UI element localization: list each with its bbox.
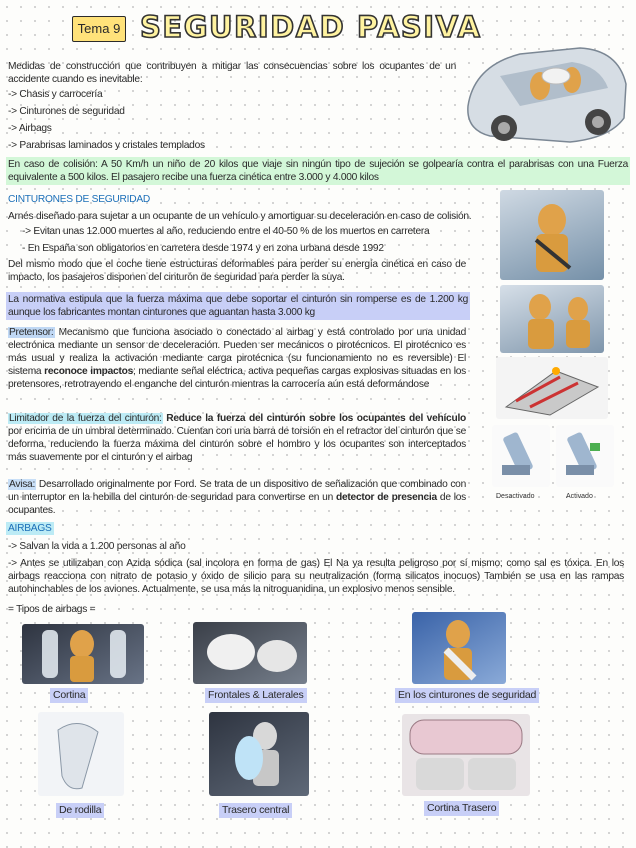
pretensioner-text: Mecanismo que funciona asociado o conectado al airbag y está controlado por una unidad electrónica mediante un sensor de deceleración. Pueden ser mecánicos o pirotécnicos. El pirotécnico es más usual y realiza la activación mediante carga pirotécnica (su funcionamiento no es reversible) El sistema bbox=[8, 327, 466, 377]
type-knee-label: De rodilla bbox=[56, 803, 104, 818]
rear-center-airbag-photo bbox=[209, 712, 309, 796]
pretensioner-diagram bbox=[496, 357, 608, 419]
front-side-airbag-photo bbox=[193, 622, 307, 684]
airbag-types-label: = Tipos de airbags = bbox=[8, 604, 96, 615]
avisa-text: Desarrollado originalmente por Ford. Se trata de un dispositivo de señalización que combinado con un interruptor en la hebilla del cinturón de seguridad para convertirse en un bbox=[8, 479, 466, 503]
airbags-bullet-chemistry: -> Antes se utilizaban con Azida sódica (sal incolora en forma de gas) El Na ya resulta peligroso por sí mismo; como sal es tóxica. En los airbags reacciona con nitrato de potasio y óxido de silicio para su neutralización (forma silicatos inocuos) También se usa en las rampas autohinchables de los aviones. Actualmente, se usa más la nitroguanidina, un explosivo menos sensible. bbox=[8, 558, 624, 595]
pretensioner-paragraph bbox=[8, 326, 466, 391]
belt-buckle-deactivated bbox=[492, 425, 550, 487]
avisa-label: Avisa: bbox=[9, 479, 36, 490]
belts-definition: Arnés diseñado para sujetar a un ocupante de un vehículo y amortiguar su deceleración en caso de colisión. bbox=[8, 211, 472, 222]
curtain-airbag-photo bbox=[22, 624, 144, 684]
type-rear-curtain-label: Cortina Trasero bbox=[424, 801, 499, 816]
belts-bullet-deaths: -> Evitan unas 12.000 muertes al año, reduciendo entre el 40-50 % de los muertos en carretera bbox=[22, 226, 430, 237]
seatbelt-airbag-photo bbox=[412, 612, 506, 684]
intro-text: Medidas de construcción que contribuyen a mitigar las consecuencias sobre los ocupantes de un accidente cuando es inevitable: bbox=[8, 61, 456, 85]
airbags-bullet-lives: -> Salvan la vida a 1.200 personas al año bbox=[8, 541, 186, 552]
type-front-side-label: Frontales & Laterales bbox=[205, 688, 307, 703]
limiter-text: por encima de un umbral determinado. Cuentan con una barra de torsión en el retractor del cinturón que se deforma, reduciendo la fuerza máxima del cinturón sobre el hombro y los ocupantes son interceptados más suavemente por el cinturón y el airbag bbox=[8, 426, 466, 463]
avisa-text-end: de los ocupantes. bbox=[8, 492, 467, 516]
belts-bullet-spain: - En España son obligatorios en carretera desde 1974 y en zona urbana desde 1992 bbox=[22, 243, 384, 254]
belts-heading: CINTURONES DE SEGURIDAD bbox=[8, 194, 150, 205]
airbags-heading: AIRBAGS bbox=[8, 523, 52, 534]
limiter-label: Limitador de la fuerza del cinturón: bbox=[9, 413, 162, 424]
limiter-bold: Reduce la fuerza del cinturón sobre los ocupantes del vehículo bbox=[162, 413, 466, 424]
deactivated-label: Desactivado bbox=[496, 493, 535, 500]
knee-airbag-photo bbox=[38, 712, 124, 796]
collision-note: En caso de colisión: A 50 Km/h un niño de 20 kilos que viaje sin ningún tipo de sujeción se golpearía contra el parabrisas con una Fuerza equivalente a 500 kilos. El pasajero recibe una fuerza cinética entre 3.000 y 4.000 kilos bbox=[8, 159, 628, 183]
avisa-bold: detector de presencia bbox=[336, 492, 437, 503]
rear-curtain-airbag-photo bbox=[402, 714, 530, 796]
type-curtain-label: Cortina bbox=[50, 688, 88, 703]
belts-energy-text: Del mismo modo que el coche tiene estructuras deformables para perder su energía cinética en caso de impacto, los pasajeros disponen del cinturón de seguridad para perder la suya. bbox=[8, 259, 466, 283]
limiter-paragraph bbox=[8, 412, 466, 464]
car-crash-illustration bbox=[460, 36, 630, 148]
intro-item-airbags: -> Airbags bbox=[8, 123, 52, 134]
crash-dummy-photo-2 bbox=[500, 285, 604, 353]
intro-item-chassis: -> Chasis y carrocería bbox=[8, 89, 103, 100]
pretensioner-bold: reconoce impactos bbox=[44, 366, 133, 377]
avisa-paragraph bbox=[8, 478, 466, 517]
pretensioner-label: Pretensor: bbox=[9, 327, 54, 338]
intro-item-glass: -> Parabrisas laminados y cristales templados bbox=[8, 140, 205, 151]
topic-tag: Tema 9 bbox=[72, 16, 126, 42]
activated-label: Activado bbox=[566, 493, 593, 500]
type-seatbelt-label: En los cinturones de seguridad bbox=[395, 688, 539, 703]
type-rear-center-label: Trasero central bbox=[219, 803, 292, 818]
intro-item-belts: -> Cinturones de seguridad bbox=[8, 106, 125, 117]
pretensioner-text-end: ; mediante señal eléctrica, activa pequeñas cargas explosivas situadas en los pretensores, retrotrayendo el enganche del cinturón mientras la carrocería aún está deformándose bbox=[8, 366, 466, 390]
belts-norm: La normativa estipula que la fuerza máxima que debe soportar el cinturón sin romperse es de 1.200 kg aunque los fabricantes montan cinturones que aguantan hasta 3.000 kg bbox=[8, 294, 468, 318]
belt-buckle-activated bbox=[556, 425, 614, 487]
crash-dummy-photo-1 bbox=[500, 190, 604, 280]
page-title: SEGURIDAD PASIVA bbox=[140, 10, 482, 44]
